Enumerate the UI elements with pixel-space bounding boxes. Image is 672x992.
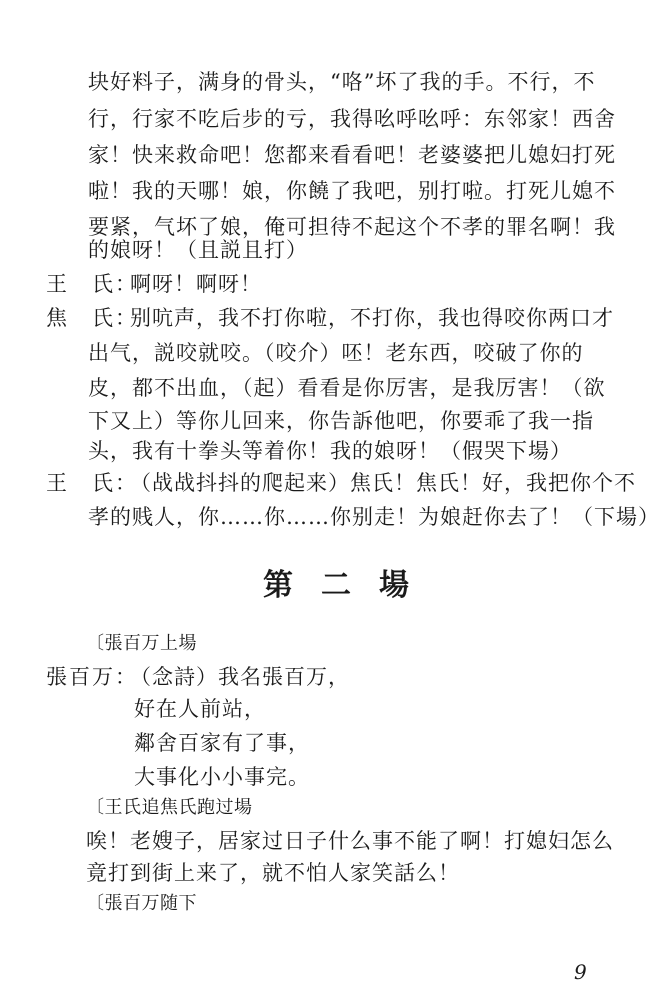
dialogue-zhang <box>46 663 350 691</box>
poem-line: 大事化小小事完。 <box>134 765 310 789</box>
speech-line: 要紧，气坏了娘，俺可担待不起这个不孝的罪名啊！我 <box>88 215 616 239</box>
page-number: 9 <box>574 960 587 984</box>
scene-heading-char: 場 <box>379 568 409 603</box>
speaker-label: 張百万： <box>46 665 138 689</box>
speech-line: 竟打到街上来了，就不怕人家笑話么！ <box>86 861 460 885</box>
scene-heading <box>0 566 672 606</box>
stage-direction: 〔張百万随下 <box>86 893 197 914</box>
speaker-label: 王 氏： <box>46 272 138 296</box>
speech-text: 啊呀！啊呀！ <box>130 272 262 296</box>
speech-line: 出气，説咬就咬。（咬介）呸！老东西，咬破了你的 <box>88 341 584 365</box>
speech-line: 皮，都不出血，（起）看看是你厉害，是我厉害！（欲 <box>88 376 606 400</box>
speech-line: 块好料子，满身的骨头，“咯”坏了我的手。不行，不 <box>88 70 596 94</box>
speech-line: 唉！老嫂子，居家过日子什么事不能了啊！打媳妇怎么 <box>86 829 614 853</box>
dialogue-wang-1 <box>46 270 262 298</box>
speech-line: 孝的贱人，你……你……你别走！为娘赶你去了！（下場） <box>88 505 660 529</box>
speech-text: 别吭声，我不打你啦，不打你，我也得咬你两口才 <box>130 306 614 330</box>
speech-line: 啦！我的天哪！娘，你饒了我吧，别打啦。打死儿媳不 <box>88 179 616 203</box>
speech-line: 下又上）等你儿回来，你告訴他吧，你要乖了我一指 <box>88 409 594 433</box>
stage-direction: 〔張百万上場 <box>86 633 197 654</box>
scene-heading-char: 第 <box>263 568 293 603</box>
speech-line: 行，行家不吃后步的亏，我得吆呼吆呼：东邻家！西舍 <box>88 107 616 131</box>
speech-line: 头，我有十拳头等着你！我的娘呀！（假哭下場） <box>88 439 572 463</box>
speaker-label: 焦 氏： <box>46 306 138 330</box>
poem-line: （念詩）我名張百万， <box>130 665 350 689</box>
speech-line: 家！快来救命吧！您都来看看吧！老婆婆把儿媳妇打死 <box>88 143 616 167</box>
dialogue-jiao <box>46 304 614 332</box>
speech-line: 的娘呀！（且説且打） <box>88 238 308 262</box>
speech-text: （战战抖抖的爬起来）焦氏！焦氏！好，我把你个不 <box>130 471 636 495</box>
poem-line: 好在人前站， <box>134 697 266 721</box>
stage-direction: 〔王氏追焦氏跑过場 <box>86 797 253 818</box>
poem-line: 鄰舍百家有了事， <box>134 731 310 755</box>
dialogue-wang-2 <box>46 469 636 497</box>
speaker-label: 王 氏： <box>46 471 138 495</box>
scene-heading-char: 二 <box>321 568 351 603</box>
